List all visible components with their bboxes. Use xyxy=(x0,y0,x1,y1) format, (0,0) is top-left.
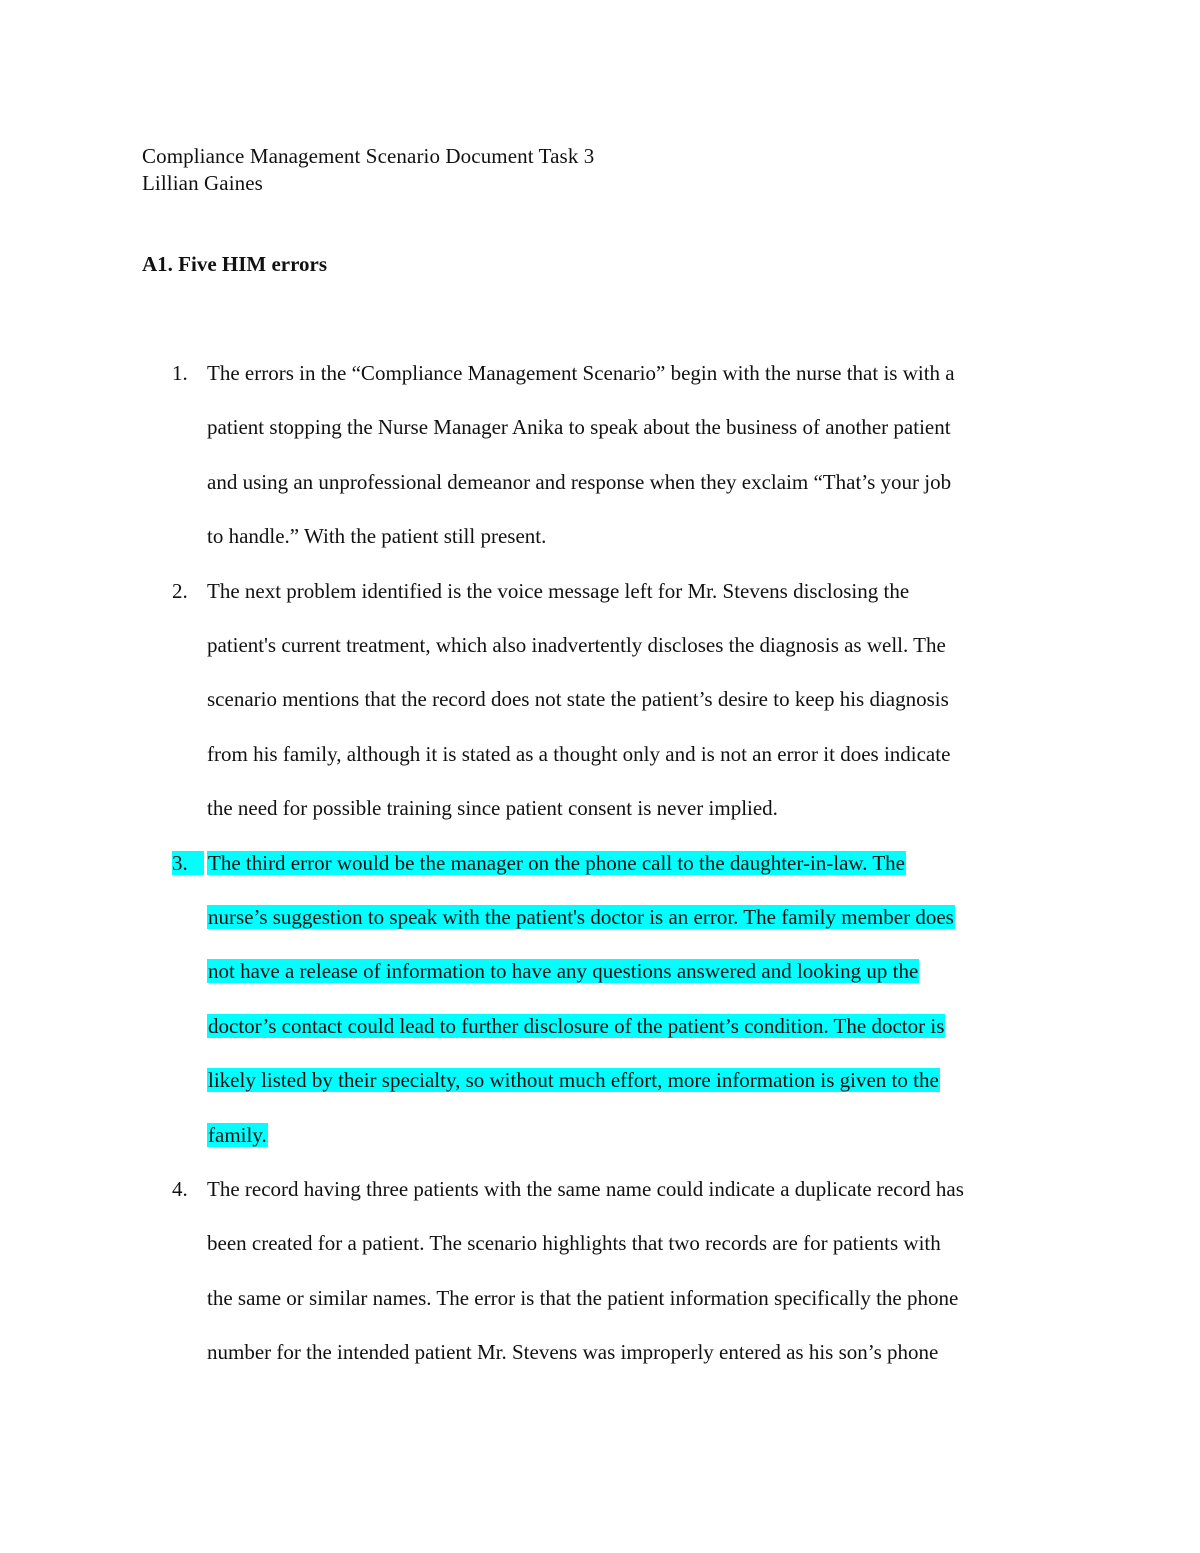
list-item-line: been created for a patient. The scenario highlights that two records are for patients with xyxy=(207,1231,941,1256)
list-item-line: The errors in the “Compliance Management Scenario” begin with the nurse that is with a xyxy=(207,361,955,385)
list-item-line: The third error would be the manager on the phone call to the daughter-in-law. The xyxy=(208,850,905,875)
list-item-number: 2. xyxy=(172,578,188,603)
list-item-line: to handle.” With the patient still present. xyxy=(207,524,547,549)
list-item-line: the need for possible training since patient consent is never implied. xyxy=(207,796,778,821)
list-item-line: and using an unprofessional demeanor and response when they exclaim “That’s your job xyxy=(207,469,952,494)
list-item-line: The record having three patients with the same name could indicate a duplicate record has xyxy=(207,1177,964,1201)
list-item-line: patient's current treatment, which also inadvertently discloses the diagnosis as well. The xyxy=(207,633,946,657)
author-name: Lillian Gaines xyxy=(142,171,263,195)
document-title: Compliance Management Scenario Document Task 3 xyxy=(142,144,595,168)
list-item-line: patient stopping the Nurse Manager Anika to speak about the business of another patient xyxy=(207,415,951,440)
list-item-line: number for the intended patient Mr. Stevens was improperly entered as his son’s phone xyxy=(207,1340,939,1365)
list-item-number: 3. xyxy=(172,848,204,878)
list-item-line: likely listed by their specialty, so without much effort, more information is given to the xyxy=(208,1068,939,1093)
section-heading: A1. Five HIM errors xyxy=(142,252,328,276)
list-item-line: The next problem identified is the voice message left for Mr. Stevens disclosing the xyxy=(207,578,910,603)
list-item-line: scenario mentions that the record does not state the patient’s desire to keep his diagnosis xyxy=(207,687,949,712)
list-item-line: nurse’s suggestion to speak with the patient's doctor is an error. The family member does xyxy=(208,905,954,929)
list-item-line: family. xyxy=(208,1122,267,1147)
list-item-line: doctor’s contact could lead to further disclosure of the patient’s condition. The doctor is xyxy=(208,1013,945,1038)
list-item-number: 4. xyxy=(172,1177,188,1201)
list-item-line: from his family, although it is stated as a thought only and is not an error it does indicate xyxy=(207,741,951,766)
list-item-line: the same or similar names. The error is that the patient information specifically the phone xyxy=(207,1285,959,1310)
list-item-line: not have a release of information to have any questions answered and looking up the xyxy=(208,959,919,984)
list-item-number: 1. xyxy=(172,361,188,385)
